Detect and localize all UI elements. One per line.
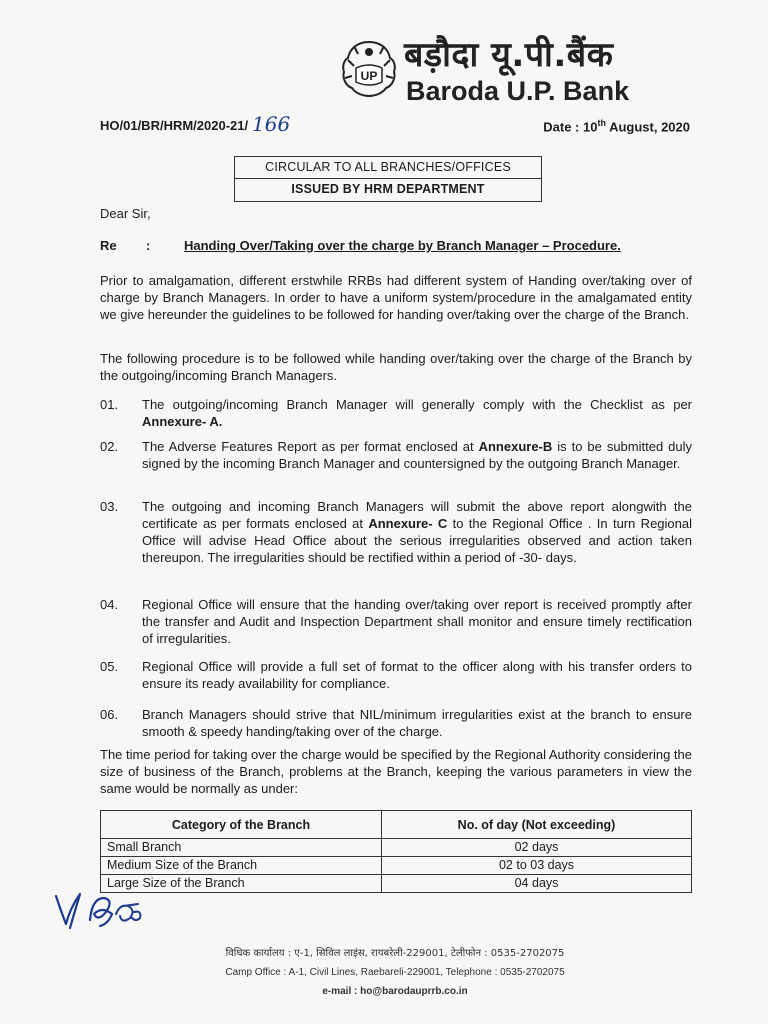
circular-box-line-2: ISSUED BY HRM DEPARTMENT xyxy=(235,178,541,200)
letterhead xyxy=(340,28,670,108)
table-row xyxy=(101,875,692,893)
footer-address-english: Camp Office : A-1, Civil Lines, Raebareli-229001, Telephone : 0535-2702075 xyxy=(225,967,565,978)
table-header-days: No. of day (Not exceeding) xyxy=(382,811,692,839)
list-item-text xyxy=(142,498,692,566)
circular-box-line-1: CIRCULAR TO ALL BRANCHES/OFFICES xyxy=(265,160,511,174)
table-cell-days: 02 days xyxy=(382,839,692,857)
table-cell-days: 04 days xyxy=(382,875,692,893)
table-header-category: Category of the Branch xyxy=(101,811,382,839)
reference-line xyxy=(100,112,700,138)
branch-category-table xyxy=(100,810,692,893)
subject-label: Re xyxy=(100,238,117,253)
table-cell-category: Medium Size of the Branch xyxy=(101,857,382,875)
reference-number: HO/01/BR/HRM/2020-21/ xyxy=(100,118,249,133)
list-item-number: 03. xyxy=(100,499,119,514)
footer-email: e-mail : ho@barodauprrb.co.in xyxy=(322,986,468,997)
logo-text: UP xyxy=(360,69,378,83)
salutation: Dear Sir, xyxy=(100,206,151,221)
date-rest: August, 2020 xyxy=(605,119,690,135)
bank-name-hindi: बड़ौदा यू.पी.बैंक xyxy=(404,35,614,75)
date-prefix: Date : 10 xyxy=(543,119,598,135)
table-row xyxy=(101,839,692,857)
list-item-text xyxy=(142,438,692,472)
list-item-annexure: Annexure- C xyxy=(368,516,448,531)
table-row xyxy=(101,857,692,875)
list-item-text-a: The Adverse Features Report as per format enclosed at xyxy=(142,439,479,454)
procedure-intro-paragraph: The following procedure is to be followed while handing over/taking over the charge of the Branch by the outgoing/incoming Branch Managers. xyxy=(100,351,692,383)
circular-date xyxy=(543,118,690,134)
list-item-text-a: The outgoing/incoming Branch Manager will generally comply with the Checklist as per xyxy=(142,397,692,412)
list-item-text-b: is to be submitted duly signed by the incoming Branch Manager and countersigned by the outgoing Branch Manager. xyxy=(142,439,692,471)
list-item-text: Branch Managers should strive that NIL/minimum irregularities exist at the branch to ensure smooth & speedy handing/taking over of the charge. xyxy=(142,707,692,739)
bank-logo-icon xyxy=(340,38,398,98)
list-item-text xyxy=(142,396,692,430)
circular-header-box xyxy=(234,156,542,202)
subject-text: Handing Over/Taking over the charge by Branch Manager – Procedure. xyxy=(184,238,621,253)
bank-name-english: Baroda U.P. Bank xyxy=(406,76,630,106)
list-item-number: 05. xyxy=(100,659,119,674)
list-item-number: 06. xyxy=(100,707,119,722)
list-item-annexure: Annexure- A. xyxy=(142,414,223,429)
subject-colon: : xyxy=(146,238,151,253)
handwritten-signature xyxy=(50,884,170,934)
intro-paragraph: Prior to amalgamation, different erstwhile RRBs had different system of Handing over/taking over of charge by Branch Managers. In order to have a uniform system/procedure in the amalgamated entity we give hereunder the guidelines to be followed for handing over/taking over the charge of the Branch. xyxy=(100,273,692,322)
list-item-annexure: Annexure-B xyxy=(478,439,553,454)
footer-address-hindi: विधिक कार्यालय : ए-1, सिविल लाइंस, रायबरेली-229001, टेलीफोन : 0535-2702075 xyxy=(225,948,565,959)
list-item-number: 01. xyxy=(100,397,119,412)
time-period-paragraph: The time period for taking over the charge would be specified by the Regional Authority considering the size of business of the Branch, problems at the Branch, keeping the various parameters in view the same would be normally as under: xyxy=(100,747,692,796)
list-item-text-b: to the Regional Office . In turn Regional Office will advise Head Office about the serious irregularities observed and action taken thereupon. The irregularities should be rectified within a period of -30- days. xyxy=(142,516,692,565)
table-cell-category: Large Size of the Branch xyxy=(101,875,382,893)
table-cell-days: 02 to 03 days xyxy=(382,857,692,875)
letterhead-footer xyxy=(190,944,600,1001)
list-item-text-a: The outgoing and incoming Branch Managers will submit the above report alongwith the certificate as per formats enclosed at xyxy=(142,499,692,531)
table-header-row xyxy=(101,811,692,839)
list-item-text: Regional Office will ensure that the handing over/taking over report is received promptly after the transfer and Audit and Inspection Department shall monitor and ensure timely rectification of irregularities. xyxy=(142,597,692,646)
list-item-number: 04. xyxy=(100,597,119,612)
table-cell-category: Small Branch xyxy=(101,839,382,857)
date-ordinal: th xyxy=(597,118,606,128)
handwritten-reference-number: 166 xyxy=(252,112,291,136)
list-item-text: Regional Office will provide a full set of format to the officer along with his transfer orders to ensure its ready availability for compliance. xyxy=(142,659,692,691)
list-item-number: 02. xyxy=(100,439,119,454)
